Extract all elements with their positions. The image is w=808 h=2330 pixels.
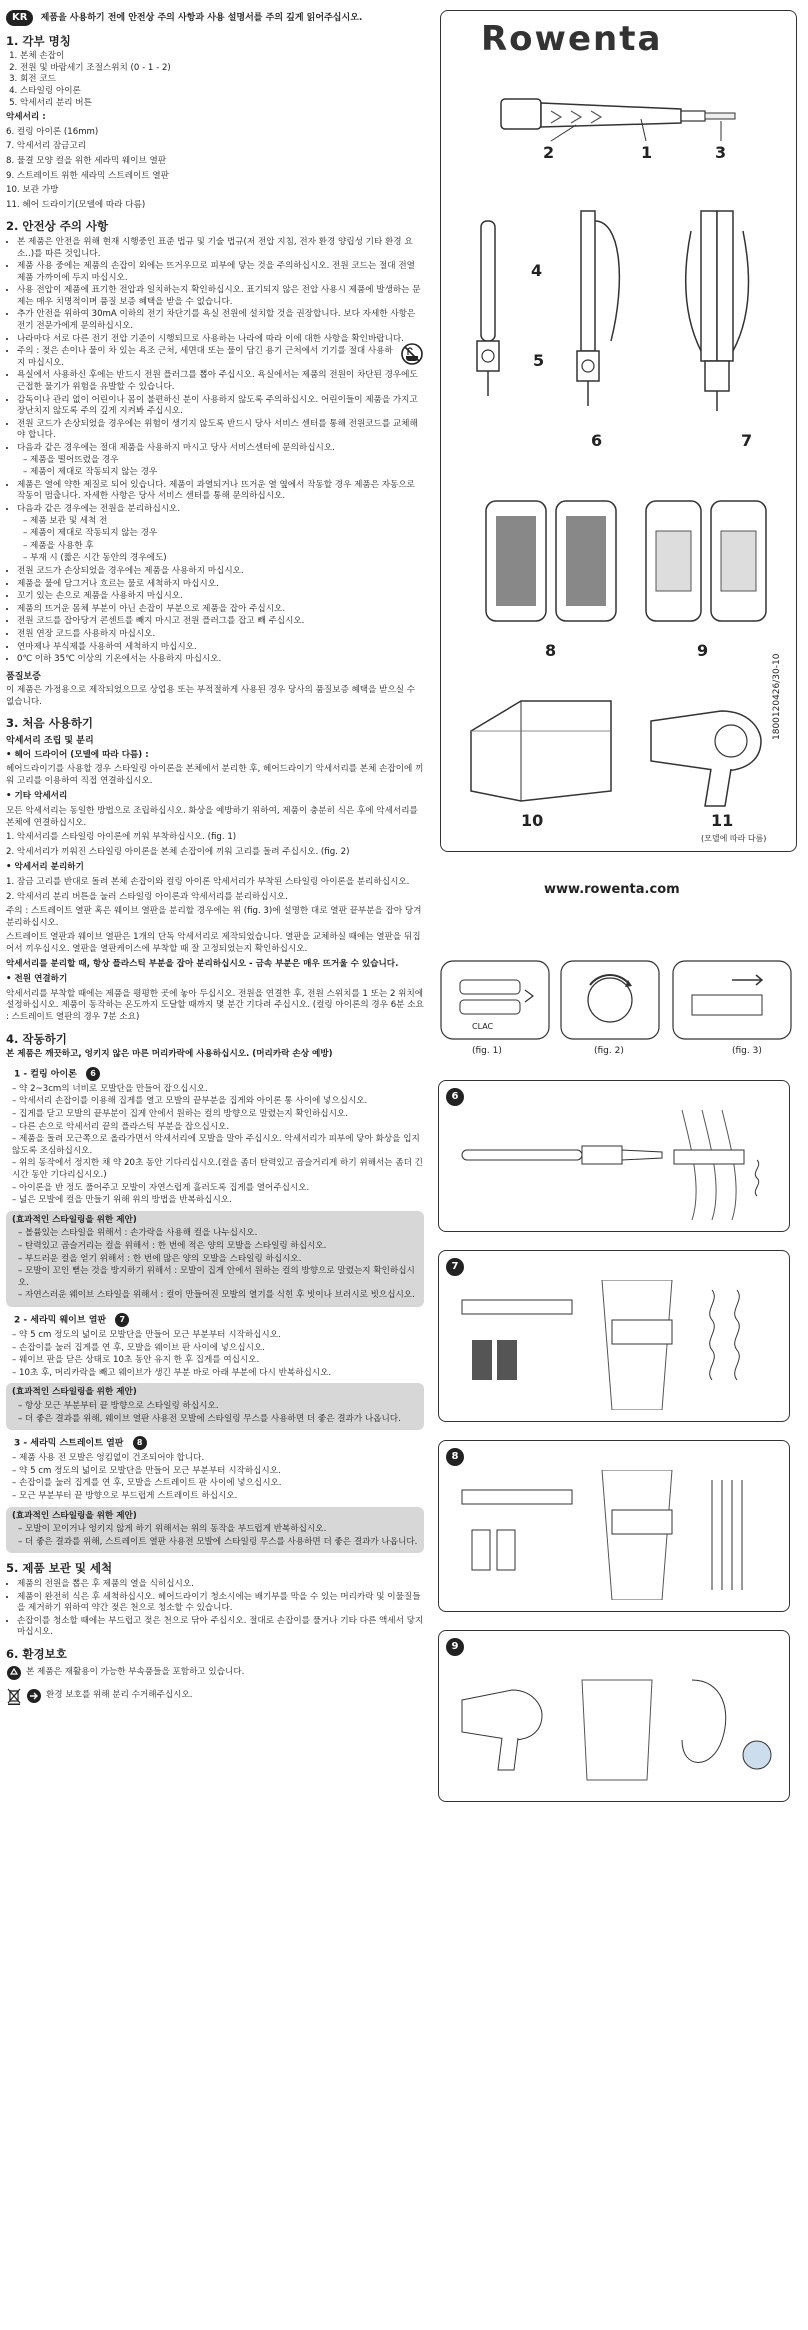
tip-item: – 항상 모근 부분부터 끝 방향으로 스타일링 하십시오. (18, 1400, 219, 1411)
safety-item: • 연마제나 부식제를 사용하여 세척하지 마십시오. (17, 642, 424, 654)
safety-item: • 전원 코드를 잡아당겨 콘센트를 빼지 마시고 전원 플러그를 잡고 빼 주십시오. (17, 616, 424, 628)
panel-7-illustration (452, 1280, 782, 1410)
step-text: 웨이브 판을 닫은 상태로 10초 동안 유지 한 후 집게를 여십시오. (19, 1355, 260, 1366)
unplug-subitem: – 제품을 사용한 후 (23, 540, 94, 551)
illustration-column (432, 10, 804, 1652)
intro (6, 10, 424, 26)
no-use-sublist (17, 455, 424, 479)
detach-step: 1. 잠금 고리를 반대로 돌려 본체 손잡이와 컬링 아이론 악세서리가 부착된 스타일링 아이론을 분리하십시오. (6, 877, 410, 887)
model-note: (모델에 따라 다름) (701, 834, 767, 843)
step-text: 제품 사용 전 모발은 엉킴없이 건조되어야 합니다. (19, 1453, 205, 1464)
callout-9: 9 (697, 641, 709, 660)
accessory-item: 6. 컬링 아이론 (16mm) (6, 126, 99, 137)
fig1-label: (fig. 1) (472, 1046, 502, 1056)
curl-step: – 제품을 돌려 모근쪽으로 올라가면서 악세서리에 모발을 말아 주십시오. 악세서리가 피부에 닿아 화상을 입지 않도록 조심하십시오. (12, 1134, 420, 1156)
section5-title: 5. 제품 보관 및 세척 (6, 1561, 113, 1576)
safety-item-water-warning (17, 346, 424, 369)
curl-steps (6, 1084, 424, 1207)
curl-step: – 넓은 모발에 컬을 만들기 위해 위의 방법을 반복하십시오. (12, 1195, 232, 1206)
curl-figure-badge: 6 (86, 1067, 100, 1081)
environment-text: 환경 보호를 위해 분리 수거해주십시오. (46, 1689, 193, 1700)
dryer-title: • 헤어 드라이어 (모델에 따라 다름) : (6, 749, 149, 760)
other-acc-step: 1. 악세서리를 스타일링 아이론에 끼워 부착하십시오. (fig. 1) (6, 832, 237, 843)
hair-dryer-illustration (641, 691, 781, 821)
accessory-item: 8. 물결 모양 컬을 위한 세라믹 웨이브 열판 (6, 155, 167, 166)
wave-title: 2 - 세라믹 웨이브 열판 (14, 1315, 107, 1326)
curl-step: – 집게를 닫고 모발의 끝부분이 집게 안에서 원하는 컬의 방향으로 말렸는지 확인하십시오. (12, 1109, 348, 1119)
water-warning-text: 주의 : 젖은 손이나 물이 차 있는 욕조 근처, 세면대 또는 물이 담긴 용기 근처에서 기기를 절대 사용하지 마십시오. (17, 346, 393, 368)
safety-item: • 사용 전압이 제품에 표기한 전압과 일치하는지 확인하십시오. 표기되지 않은 전압 사용시 제품에 발생하는 문제는 매우 치명적이며 품질 보증 혜택을 받을 수 없습니다. (17, 285, 424, 308)
wave-tips-box (6, 1383, 424, 1430)
panel-6-illustration (452, 1110, 782, 1220)
unplug-subitem: – 부재 시 (짧은 시간 동안의 경우에도) (23, 553, 167, 564)
curl-step: – 다른 손으로 악세서리 끝의 플라스틱 부분을 잡으십시오. (12, 1121, 230, 1132)
safety-item: • 제품의 뜨거운 몸체 부분이 아닌 손잡이 부분으로 제품을 잡아 주십시오. (17, 604, 424, 616)
no-bath-icon (400, 342, 424, 366)
tips-list (12, 1228, 418, 1302)
curl-step: – 아이론을 반 정도 풀어주고 모발이 자연스럽게 흘러도록 집게를 열어주십시오. (12, 1182, 310, 1193)
part-item: 1. 본체 손잡이 (20, 51, 424, 63)
straight-plates-illustration (641, 491, 771, 631)
step-text: 제품을 돌려 모근쪽으로 올라가면서 악세서리에 모발을 말아 주십시오. 악세서리가 피부에 닿아 화상을 입지 않도록 조심하십시오. (12, 1134, 420, 1156)
tip-text: 항상 모근 부분부터 끝 방향으로 스타일링 하십시오. (25, 1400, 219, 1411)
other-acc-text: 모든 악세서리는 동일한 방법으로 조립하십시오. 화상을 예방하기 위하여, 제품이 충분히 식은 후에 악세서리를 본체에 연결하십시오. (6, 806, 418, 828)
detach-warning: 악세서리를 분리할 때, 항상 플라스틱 부분을 잡아 분리하십시오 - 금속 부분은 매우 뜨거울 수 있습니다. (6, 958, 399, 969)
wave-step: – 웨이브 판을 닫은 상태로 10초 동안 유지 한 후 집게를 여십시오. (12, 1355, 260, 1366)
safety-item: • 본 제품은 안전을 위해 현재 시행중인 표준 법규 및 기술 법규(저 전압 지침, 전자 환경 양립성 기타 환경 요소..)를 따른 것입니다. (17, 237, 424, 260)
tip-text: 더 좋은 결과를 위해, 웨이브 열판 사용전 모발에 스타일링 무스를 사용하면 더 좋은 결과가 나옵니다. (25, 1413, 401, 1424)
parts-list (6, 51, 424, 109)
no-use-subitem: – 제품이 제대로 작동되지 않는 경우 (23, 467, 158, 478)
straight-figure-badge: 8 (133, 1436, 147, 1450)
safety-item: • 제품 사용 중에는 제품의 손잡이 외에는 뜨거우므로 피부에 닿는 것을 주의하십시오. 전원 코드는 절대 전열 제품 가까이에 두지 마십시오. (17, 261, 424, 284)
step-text: 집게를 닫고 모발의 끝부분이 집게 안에서 원하는 컬의 방향으로 말렸는지 확인하십시오. (19, 1109, 348, 1119)
tip-text: 모발이 꼬인 뻗는 것을 방지하기 위해서 : 모발이 집게 안에서 원하는 컬의 방향으로 말렸는지 확인하십시오. (18, 1266, 415, 1288)
unplug-text: 다음과 같은 경우에는 전원을 분리하십시오. (17, 503, 181, 514)
wave-step: – 약 5 cm 정도의 넓이로 모발단을 만들어 모근 부분부터 시작하십시오. (12, 1330, 281, 1340)
wave-subhead (14, 1313, 424, 1327)
brand-logo: Rowenta (481, 19, 663, 59)
step-text: 손잡이를 눌러 집게를 연 후, 모발을 스트레이트 판 사이에 넣으십시오. (19, 1478, 282, 1489)
tip-item: – 볼륨있는 스타일을 위해서 : 손가락을 사용해 컬을 나누십시오. (18, 1228, 258, 1239)
section1-title: 1. 각부 명칭 (6, 33, 71, 48)
environment-row (6, 1687, 424, 1705)
panel-9-badge: 9 (446, 1638, 464, 1656)
callout-6: 6 (591, 431, 603, 450)
callout-2: 2 (543, 143, 555, 162)
straight-step: – 모근 부분부터 끝 방향으로 부드럽게 스트레이트 하십시오. (12, 1491, 238, 1502)
section3-title: 3. 처음 사용하기 (6, 716, 94, 731)
wave-figure-badge: 7 (115, 1313, 129, 1327)
accessories-title: 악세서리 : (6, 112, 46, 123)
clac-label: CLAC (472, 1022, 494, 1031)
arrow-icon (26, 1688, 42, 1704)
safety-item: • 전원 연장 코드를 사용하지 마십시오. (17, 629, 424, 641)
section2-title: 2. 안전상 주의 사항 (6, 219, 109, 234)
safety-item: • 감독이나 관리 없이 어린이나 몸이 불편하신 분이 사용하지 않도록 주의하십시오. 어린이들이 제품을 가지고 장난치지 않도록 주의 깊게 지켜봐 주십시오. (17, 395, 424, 418)
tip-item: – 부드러운 컬을 얻기 위해서 : 한 번에 많은 양의 모발을 스타일링 하십시오. (18, 1253, 302, 1264)
fig2-label: (fig. 2) (594, 1046, 624, 1056)
accessory-item: 9. 스트레이트 위한 세라믹 스트레이트 열판 (6, 170, 169, 181)
panel-7-badge: 7 (446, 1258, 464, 1276)
document-code: 1800120426/30-10 (772, 653, 782, 740)
text-column (6, 10, 424, 1705)
tip-item: – 자연스러운 웨이브 스타일을 위해서 : 컬이 만들어진 모발의 열기를 식힌 후 빗이나 브러시로 빗으십시오. (18, 1290, 415, 1301)
tip-text: 자연스러운 웨이브 스타일을 위해서 : 컬이 만들어진 모발의 열기를 식힌 후 빗이나 브러시로 빗으십시오. (25, 1290, 415, 1301)
accessory-item: 10. 보관 가방 (6, 185, 59, 196)
step-text: 약 5 cm 정도의 넓이로 모발단을 만들어 모근 부분부터 시작하십시오. (19, 1465, 281, 1476)
curl-step: – 위의 동작에서 정지한 채 약 20초 동안 기다리십시오.(컬을 좀더 탄력있고 곱슬거리게 하기 위해서는 좀더 긴 시간 동안 기다리십시오.) (12, 1158, 423, 1180)
step-text: 아이론을 반 정도 풀어주고 모발이 자연스럽게 흘러도록 집게를 열어주십시오. (19, 1182, 310, 1193)
detach-step: 2. 악세서리 분리 버튼을 눌러 스타일링 아이론과 악세서리를 분리하십시오. (6, 891, 288, 902)
straight-step: – 약 5 cm 정도의 넓이로 모발단을 만들어 모근 부분부터 시작하십시오. (12, 1465, 281, 1476)
wave-plates-illustration (481, 491, 621, 631)
intro-text: 제품을 사용하기 전에 안전상 주의 사항과 사용 설명서를 주의 깊게 읽어주십시오. (40, 13, 363, 23)
safety-item: • 추가 안전을 위하여 30mA 이하의 전기 차단기를 욕실 전원에 설치할 것을 권장합니다. 보다 자세한 사항은 전기 전문가에게 문의하십시오. (17, 309, 424, 332)
storage-item: • 제품의 전원을 뽑은 후 제품의 열을 식히십시오. (17, 1579, 424, 1591)
detach-title: • 악세서리 분리하기 (6, 862, 84, 873)
callout-5: 5 (533, 351, 545, 370)
fig3-illustration (672, 960, 792, 1040)
unplug-subitem: – 제품 보관 및 세척 전 (23, 515, 108, 526)
callout-10: 10 (521, 811, 544, 830)
curl-step: – 약 2~3cm의 너비로 모발단을 만들어 잡으십시오. (12, 1083, 208, 1094)
detach-note: 스트레이트 열판과 웨이브 열판은 1개의 단독 악세서리로 제작되었습니다. 열판을 교체하실 때에는 열판을 뒤집어서 끼우십시오. 열판을 열판케이스에 부착할 때 잘 고정되었는지 확인하십시오. (6, 932, 421, 954)
warranty-text: 이 제품은 가정용으로 제작되었으므로 상업용 또는 부적절하게 사용된 경우 당사의 품질보증 혜택을 받으실 수 없습니다. (6, 685, 416, 707)
tip-text: 탄력있고 곱슬거리는 컬을 위해서 : 한 번에 적은 양의 모발을 스타일링 하십시오. (25, 1240, 327, 1251)
subitem-text: 부재 시 (짧은 시간 동안의 경우에도) (30, 553, 167, 564)
safety-item: • 욕실에서 사용하신 후에는 반드시 전원 플러그를 뽑아 주십시오. 욕실에서는 제품의 전원이 차단된 경우에도 근접한 물기가 위험을 유발할 수 있습니다. (17, 370, 424, 393)
step-text: 모근 부분부터 끝 방향으로 부드럽게 스트레이트 하십시오. (19, 1491, 238, 1502)
recycle-icon (6, 1665, 22, 1681)
other-acc-step: 2. 악세서리가 끼워진 스타일링 아이론을 본체 손잡이에 끼워 고리를 돌려 주십시오. (fig. 2) (6, 846, 350, 857)
safety-item (17, 443, 424, 479)
subitem-text: 제품 보관 및 세척 전 (30, 515, 108, 526)
language-badge: KR (6, 10, 33, 26)
safety-item: • 나라마다 서로 다른 전기 전압 기준이 시행되므로 사용하는 나라에 따라 이에 대한 사항을 확인바랍니다. (17, 334, 424, 346)
step-text: 손잡이를 눌러 집게를 연 후, 모발을 웨이브 판 사이에 넣으십시오. (19, 1342, 265, 1353)
fig3-label: (fig. 3) (732, 1046, 762, 1056)
callout-4: 4 (531, 261, 543, 280)
subitem-text: 제품을 떨어뜨렸을 경우 (30, 454, 119, 465)
section4-lead: 본 제품은 깨끗하고, 엉키지 않은 마른 머리카락에 사용하십시오. (머리카락 손상 예방) (6, 1049, 333, 1060)
safety-item: • 전원 코드가 손상되었을 경우에는 제품을 사용하지 마십시오. (17, 566, 424, 578)
part-item: 5. 악세서리 분리 버튼 (20, 98, 424, 110)
storage-item: • 제품이 완전히 식은 후 세척하십시오. 헤어드라이기 청소시에는 배기부를 막을 수 있는 머리카락 및 이물질들을 제거하기 위하여 약간 젖은 천으로 청소할 수 있습니다. (17, 1592, 424, 1615)
safety-item (17, 504, 424, 565)
environment-text: 본 제품은 재활용이 가능한 부속품들을 포함하고 있습니다. (26, 1666, 245, 1677)
storage-list (6, 1579, 424, 1639)
subitem-text: 제품이 제대로 작동되지 않는 경우 (30, 528, 158, 539)
no-use-text: 다음과 같은 경우에는 절대 제품을 사용하지 마시고 당사 서비스센터에 문의하십시오. (17, 443, 335, 453)
tip-item: – 더 좋은 결과를 위해, 스트레이트 열판 사용전 모발에 스타일링 무스를 사용하면 더 좋은 결과가 나옵니다. (18, 1536, 418, 1547)
tip-text: 볼륨있는 스타일을 위해서 : 손가락을 사용해 컬을 나누십시오. (25, 1228, 258, 1239)
safety-list (6, 237, 424, 666)
tip-text: 모발이 꼬이거나 엉키지 않게 하기 위해서는 위의 동작을 부드럽게 반복하십시오. (25, 1524, 327, 1535)
assembly-title: 악세서리 조립 및 분리 (6, 736, 94, 747)
unplug-subitem: – 제품이 제대로 작동되지 않는 경우 (23, 528, 158, 539)
part-item: 3. 회전 코드 (20, 74, 424, 86)
subitem-text: 제품을 사용한 후 (30, 540, 94, 551)
step-text: 10초 후, 머리카락을 빼고 웨이브가 생긴 부분 바로 아래 부분에 다시 반복하십시오. (19, 1367, 332, 1378)
callout-11: 11 (711, 811, 734, 830)
panel-8-badge: 8 (446, 1448, 464, 1466)
straight-step: – 제품 사용 전 모발은 엉킴없이 건조되어야 합니다. (12, 1453, 205, 1464)
callout-7: 7 (741, 431, 753, 450)
step-text: 약 5 cm 정도의 넓이로 모발단을 만들어 모근 부분부터 시작하십시오. (19, 1330, 281, 1340)
step-text: 약 2~3cm의 너비로 모발단을 만들어 잡으십시오. (19, 1083, 208, 1094)
curl-title: 1 - 컬링 아이론 (14, 1069, 77, 1080)
other-acc-title: • 기타 악세서리 (6, 791, 68, 802)
unplug-sublist (17, 516, 424, 565)
environment-row (6, 1665, 424, 1681)
curl-step: – 악세서리 손잡이를 이용해 집게를 열고 모발의 끝부분을 집게와 아이론 통 사이에 넣으십시오. (12, 1096, 368, 1107)
accessory-item: 7. 악세서리 잠금고리 (6, 141, 87, 152)
panel-6-badge: 6 (446, 1088, 464, 1106)
straight-steps (6, 1453, 424, 1502)
power-text: 악세서리를 부착할 때에는 제품을 평평한 곳에 놓아 두십시오. 전원을 연결한 후, 전원 스위치를 1 또는 2 위치에 설정하십시오. 제품이 동작하는 온도까지 도달할 때까지 몇 분간 기다려 주십시오. (컬링 아이론의 경우 6분 소요 : 스트레이트 열판의 경우 7분 소요) (6, 988, 424, 1022)
tip-text: 더 좋은 결과를 위해, 스트레이트 열판 사용전 모발에 스타일링 무스를 사용하면 더 좋은 결과가 나옵니다. (25, 1536, 418, 1547)
callout-8: 8 (545, 641, 557, 660)
tip-item: – 모발이 꼬이거나 엉키지 않게 하기 위해서는 위의 동작을 부드럽게 반복하십시오. (18, 1524, 327, 1535)
accessories-list (6, 127, 424, 212)
parts-diagram (440, 10, 797, 852)
storage-bag-illustration (461, 691, 621, 811)
part-item: 2. 전원 및 바람세기 조절스위치 (0 - 1 - 2) (20, 63, 424, 75)
crossed-bin-icon (6, 1687, 22, 1705)
detach-note: 주의 : 스트레이트 열판 혹은 웨이브 열판을 분리할 경우에는 위 (fig. 3)에 설명한 대로 열판 끝부분을 잡아 당겨 분리하십시오. (6, 906, 422, 928)
fig1-illustration (440, 960, 550, 1040)
tips-title: (효과적인 스타일링을 위한 제안) (12, 1510, 137, 1521)
step-text: 악세서리 손잡이를 이용해 집게를 열고 모발의 끝부분을 집게와 아이론 통 사이에 넣으십시오. (19, 1096, 368, 1107)
step-text: 다른 손으로 악세서리 끝의 플라스틱 부분을 잡으십시오. (19, 1121, 230, 1132)
safety-item: • 제품을 물에 담그거나 흐르는 물로 세척하지 마십시오. (17, 579, 424, 591)
wave-step: – 10초 후, 머리카락을 빼고 웨이브가 생긴 부분 바로 아래 부분에 다시 반복하십시오. (12, 1367, 332, 1378)
tips-list (12, 1524, 418, 1548)
wave-step: – 손잡이를 눌러 집게를 연 후, 모발을 웨이브 판 사이에 넣으십시오. (12, 1342, 265, 1353)
curling-iron-illustration (461, 211, 531, 411)
warranty-title: 품질보증 (6, 671, 41, 682)
step-text: 넓은 모발에 컬을 만들기 위해 위의 방법을 반복하십시오. (19, 1195, 232, 1206)
tips-list (12, 1401, 418, 1425)
accessory-item: 11. 헤어 드라이기(모델에 따라 다름) (6, 199, 146, 210)
straight-title: 3 - 세라믹 스트레이트 열판 (14, 1438, 124, 1449)
wave-iron-illustration (551, 201, 641, 421)
safety-item: • 0℃ 이하 35℃ 이상의 기온에서는 사용하지 마십시오. (17, 654, 424, 666)
dryer-text: 헤어드라이기를 사용할 경우 스타일링 아이론을 본체에서 분리한 후, 헤어드라이기 악세서리를 본체 손잡이에 끼워 고리를 이용하여 직접 연결하십시오. (6, 764, 424, 786)
straight-step: – 손잡이를 눌러 집게를 연 후, 모발을 스트레이트 판 사이에 넣으십시오. (12, 1478, 282, 1489)
storage-item: • 손잡이를 청소할 때에는 부드럽고 젖은 천으로 닦아 주십시오. 절대로 손잡이를 풀거나 기타 다른 액세서 닿지 마십시오. (17, 1616, 424, 1639)
tip-text: 부드러운 컬을 얻기 위해서 : 한 번에 많은 양의 모발을 스타일링 하십시오. (25, 1253, 302, 1264)
safety-item: • 꼬기 있는 손으로 제품을 사용하지 마십시오. (17, 591, 424, 603)
tips-title: (효과적인 스타일링을 위한 제안) (12, 1387, 137, 1398)
website: www.rowenta.com (544, 882, 680, 897)
locking-ring-illustration (671, 201, 771, 421)
straight-tips-box (6, 1507, 424, 1554)
panel-8-illustration (452, 1470, 782, 1600)
callout-1: 1 (641, 143, 653, 162)
section6-title: 6. 환경보호 (6, 1646, 67, 1661)
safety-item: • 제품은 열에 약한 제질로 되어 있습니다. 제품이 과열되거나 뜨거운 열 옆에서 작동할 경우 제품은 자동으로 작동이 멈춥니다. 자세한 사항은 당사 서비스 센터를 통해 문의하십시오. (17, 480, 424, 503)
callout-3: 3 (715, 143, 727, 162)
straight-subhead (14, 1436, 424, 1450)
step-text: 위의 동작에서 정지한 채 약 20초 동안 기다리십시오.(컬을 좀더 탄력있고 곱슬거리게 하기 위해서는 좀더 긴 시간 동안 기다리십시오.) (12, 1158, 423, 1180)
subitem-text: 제품이 제대로 작동되지 않는 경우 (30, 467, 158, 478)
curl-tips-box (6, 1211, 424, 1307)
tip-item: – 모발이 꼬인 뻗는 것을 방지하기 위해서 : 모발이 집게 안에서 원하는 컬의 방향으로 말렸는지 확인하십시오. (18, 1266, 415, 1288)
panel-9-illustration (452, 1660, 782, 1790)
tips-title: (효과적인 스타일링을 위한 제안) (12, 1214, 137, 1225)
tip-item: – 탄력있고 곱슬거리는 컬을 위해서 : 한 번에 적은 양의 모발을 스타일링 하십시오. (18, 1240, 327, 1251)
part-item: 4. 스타일링 아이론 (20, 86, 424, 98)
safety-item: • 전원 코드가 손상되었을 경우에는 위험이 생기지 않도록 반드시 당사 서비스 센터를 통해 전원코드를 교체해야 합니다. (17, 419, 424, 442)
no-use-subitem: – 제품을 떨어뜨렸을 경우 (23, 454, 119, 465)
wave-steps (6, 1330, 424, 1379)
fig2-illustration (560, 960, 660, 1040)
curl-subhead (14, 1067, 424, 1081)
section4-title: 4. 작동하기 (6, 1031, 67, 1046)
tip-item: – 더 좋은 결과를 위해, 웨이브 열판 사용전 모발에 스타일링 무스를 사용하면 더 좋은 결과가 나옵니다. (18, 1413, 401, 1424)
power-title: • 전원 연결하기 (6, 974, 68, 985)
